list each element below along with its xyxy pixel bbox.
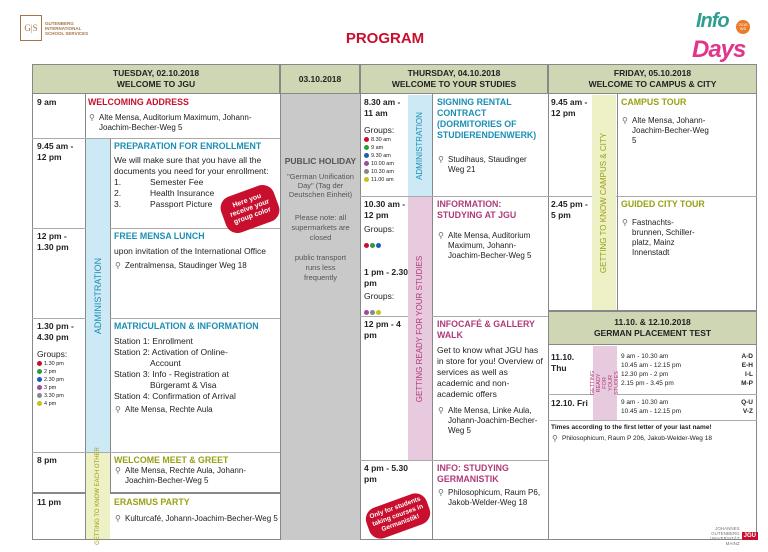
thu-time-2: 10.30 am - 12 pm Groups: 1 pm - 2.30 pm Groups:	[364, 199, 408, 320]
thu-event-info-jgu: INFORMATION: STUDYING AT JGU ⚲ Alte Mensa, Auditorium Maximum, Johann-Joachim-Becher-Weg 5	[437, 199, 532, 260]
fri-ready-strip: GETTING READY FOR YOUR STUDIES	[593, 346, 617, 420]
location-pin-icon: ⚲	[438, 155, 444, 164]
tue-time-3: 12 pm - 1.30 pm	[37, 231, 69, 252]
test-day-2: 12.10. Fri	[551, 398, 588, 408]
location-pin-icon: ⚲	[115, 514, 121, 523]
tue-event-meet-greet: WELCOME MEET & GREET ⚲ Alte Mensa, Rechte Aula, Johann-Joachim-Becher-Weg 5	[114, 455, 246, 485]
page-title: PROGRAM	[345, 30, 425, 47]
gis-logo	[20, 13, 94, 43]
tue-time-1: 9 am	[37, 97, 57, 107]
group-color-stamp: Here you receive your group color	[217, 182, 283, 237]
germanistik-stamp: Only for students taking courses in Germanistik!	[362, 490, 433, 542]
fri-know-strip: GETTING TO KNOW CAMPUS & CITY	[592, 95, 616, 310]
col-header-friday: FRIDAY, 05.10.2018 WELCOME TO CAMPUS & CITY	[548, 64, 757, 94]
placement-test-header: 11.10. & 12.10.2018 GERMAN PLACEMENT TEST	[548, 311, 757, 345]
location-pin-icon: ⚲	[622, 218, 628, 227]
tue-event-welcoming: WELCOMING ADDRESS ⚲ Alte Mensa, Auditorium Maximum, Johann-Joachim-Becher-Weg 5	[88, 97, 252, 132]
thu-group-dots-1	[364, 235, 408, 253]
tue-time-5: 8 pm	[37, 455, 57, 465]
tue-admin-strip: ADMINISTRATION	[86, 139, 110, 452]
col-header-thursday: THURSDAY, 04.10.2018 WELCOME TO YOUR STUDIES	[360, 64, 548, 94]
jgu-logo: JOHANNES GUTENBERG UNIVERSITÄT MAINZ JGU	[709, 526, 756, 546]
test-day-1: 11.10. Thu	[551, 352, 575, 373]
wed-holiday-block: PUBLIC HOLIDAY "German Unification Day" (Tag der Deutschen Einheit) Please note: all supermarkets are closed public transport runs less frequently	[281, 94, 360, 540]
location-pin-icon: ⚲	[115, 405, 121, 414]
location-pin-icon: ⚲	[115, 466, 121, 475]
gis-logo-mark: G|S	[20, 15, 42, 41]
thu-event-infocafe: INFOCAFÉ & GALLERY WALK Get to know what JGU has in store for you! Overview of services as well as academic and non-academic offers ⚲ Alte Mensa, Linke Aula, Johann-Joachim-Becher-Weg 5	[437, 319, 543, 435]
col-header-wednesday: 03.10.2018	[280, 64, 360, 94]
gis-logo-text: GUTENBERG INTERNATIONAL SCHOOL SERVICES	[45, 20, 89, 36]
tue-time-6: 11 pm	[37, 497, 62, 507]
infodays-logo: Info 2018 WS Days	[692, 8, 758, 68]
tue-event-erasmus: ERASMUS PARTY ⚲ Kulturcafé, Johann-Joachim-Becher-Weg 5	[114, 497, 278, 523]
tue-event-lunch: FREE MENSA LUNCH upon invitation of the International Office ⚲ Zentralmensa, Staudinger Weg 18	[114, 231, 266, 270]
fri-event-city-tour: GUIDED CITY TOUR ⚲ Fastnachts-brunnen, Schiller-platz, Mainz Innenstadt	[621, 199, 705, 257]
col-header-tuesday: TUESDAY, 02.10.2018 WELCOME TO JGU	[32, 64, 280, 94]
placement-test-note: Times according to the first letter of your last name! ⚲ Philosophicum, Raum P 206, Jakob-Welder-Weg 18	[551, 424, 712, 443]
location-pin-icon: ⚲	[552, 434, 558, 443]
thu-group-dots-2	[364, 302, 408, 320]
location-pin-icon: ⚲	[438, 231, 444, 240]
tue-time-2: 9.45 am - 12 pm	[37, 141, 74, 162]
location-pin-icon: ⚲	[622, 116, 628, 125]
tue-event-matriculation: MATRICULATION & INFORMATION Station 1: Enrollment Station 2: Activation of Online- Account Station 3: Info - Registration at Bürgeramt & Visa Station 4: Confirmation of Arrival ⚲ Alte Mensa, Rechte Aula	[114, 321, 259, 414]
thu-ready-strip: GETTING READY FOR YOUR STUDIES	[408, 197, 432, 460]
location-pin-icon: ⚲	[89, 113, 95, 122]
fri-time-1: 9.45 am - 12 pm	[551, 97, 588, 118]
thu-event-rental: SIGNING RENTAL CONTRACT (DORMITORIES OF STUDIERENDENWERK) ⚲ Studihaus, Staudinger Weg 21	[437, 97, 537, 174]
test-schedule-day-2: 9 am - 10.30 am Q-U 10.45 am - 12.15 pm V-Z	[621, 399, 753, 415]
tue-know-strip: GETTING TO KNOW EACH OTHER	[86, 453, 110, 539]
thu-admin-strip: ADMINISTRATION	[408, 95, 432, 196]
fri-event-campus-tour: CAMPUS TOUR ⚲ Alte Mensa, Johann-Joachim-Becher-Weg 5	[621, 97, 709, 145]
thu-time-4: 4 pm - 5.30 pm	[364, 463, 408, 484]
test-schedule-day-1: 9 am - 10.30 am A-D 10.45 am - 12.15 pm E-H 12.30 pm - 2 pm I-L 2.15 pm - 3.45 pm M-P	[621, 353, 753, 387]
tue-time-4: 1.30 pm - 4.30 pm Groups: 1.30 pm 2 pm 2.30 pm 3 pm 3.30 pm 4 pm	[37, 321, 74, 407]
location-pin-icon: ⚲	[438, 406, 444, 415]
tue-event-preparation: PREPARATION FOR ENROLLMENT We will make sure that you have all the documents you need for your enrollment: 1. Semester Fee 2. Health Insurance 3. Passport Picture	[114, 141, 269, 209]
thu-time-1: 8.30 am - 11 am Groups: 8.30 am 9 am 9.30 am 10.00 am 10.30 am 11.00 am	[364, 97, 401, 183]
fri-time-2: 2.45 pm - 5 pm	[551, 199, 588, 220]
location-pin-icon: ⚲	[438, 488, 444, 497]
thu-event-germanistik: INFO: STUDYING GERMANISTIK ⚲ Philosophicum, Raum P6, Jakob-Welder-Weg 18	[437, 463, 541, 507]
thu-time-3: 12 pm - 4 pm	[364, 319, 401, 340]
location-pin-icon: ⚲	[115, 261, 121, 270]
